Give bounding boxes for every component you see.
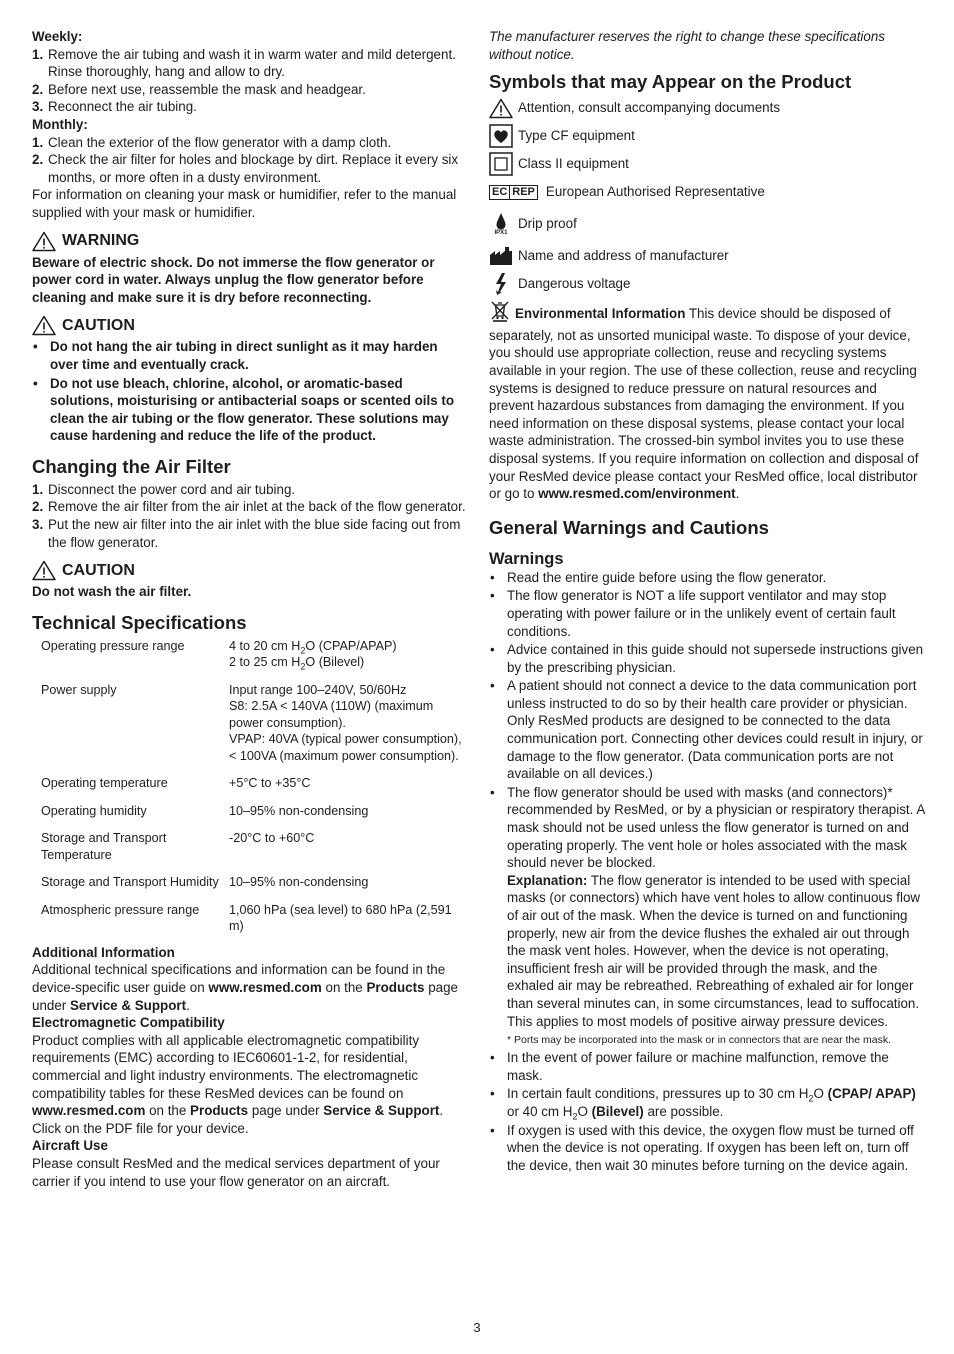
warning-item: If oxygen is used with this device, the oxygen flow must be turned off when the device is not operating. If oxygen has been left on, turn off the device, then wait 30 minutes before turning on the device again.: [507, 1122, 914, 1173]
environment-paragraph: Environmental Information This device should be disposed of separately, not as unsorted municipal waste. To dispose of your device, you should use appropriate collection, reuse and recycling systems available in your region. The use of these collection, reuse and recycling systems is designed to reduce pressure on natural resources and prevent hazardous substances from damaging the environment. If you need information on these disposal systems, please contact your local waste administration. The crossed-bin symbol invites you to use these disposal systems. If you require information on collection and disposal of your ResMed device please contact your ResMed office, local distributor or go to www.resmed.com/environment.: [489, 300, 925, 503]
additional-heading: Additional Information: [32, 944, 175, 960]
caution-heading: [32, 560, 466, 581]
pressure-cpap: 4 to 20 cm $H_2O$ (CPAP/APAP): [229, 638, 397, 656]
weekly-steps: [32, 46, 466, 116]
symbol-label: Attention, consult accompanying documents: [518, 100, 781, 116]
list-item: [32, 375, 466, 445]
step-number: 1.: [32, 481, 44, 497]
warning-item: Read the entire guide before using the flow generator.: [507, 569, 827, 585]
symbol-row: [489, 96, 925, 120]
step-text: Reconnect the air tubing.: [48, 99, 197, 115]
pressure-bilevel: 2 to 25 cm $H_2O$ (Bilevel): [229, 655, 365, 672]
step-number: 1.: [32, 134, 44, 150]
general-heading: General Warnings and Cautions: [489, 516, 769, 538]
step-text: Before next use, reassemble the mask and headgear.: [48, 81, 366, 97]
step-text: Disconnect the power cord and air tubing.: [48, 481, 296, 497]
attention-triangle-icon: [489, 96, 513, 120]
step-number: 3.: [32, 517, 44, 533]
warning-triangle-icon: [32, 231, 56, 252]
emc-text: Product complies with all applicable electromagnetic compatibility requirements (EMC) according to IEC60601-1-2, for residential, commercial and light industry environments. The electromagnetic compatibility tables for these ResMed devices can be found on www.resmed.com on the Products page under Service & Support. Click on the PDF file for your device.: [32, 1032, 444, 1136]
step-number: 1.: [32, 46, 44, 62]
spec-label: Operating pressure range: [41, 638, 185, 653]
table-row: [32, 775, 466, 803]
list-item: [32, 338, 466, 373]
spec-value: 10–95% non-condensing: [229, 803, 369, 818]
symbol-row: [489, 152, 925, 176]
caution-text: Do not wash the air filter.: [32, 584, 192, 600]
cleaning-note: For information on cleaning your mask or humidifier, refer to the manual supplied with your mask or humidifier.: [32, 187, 457, 220]
symbol-label: Drip proof: [518, 216, 577, 232]
symbol-label: Class II equipment: [518, 156, 629, 172]
list-item: [32, 151, 466, 186]
spec-value: Input range 100–240V, 50/60Hz S8: 2.5A < 140VA (110W) (maximum power consumption). VPAP: 40VA (typical power consumption), < 100VA (maximum power consumption).: [229, 682, 462, 763]
drip-proof-icon: IPX1: [489, 209, 513, 239]
spec-value: 1,060 hPa (sea level) to 680 hPa (2,591 m): [229, 902, 452, 934]
symbol-row: [489, 244, 925, 268]
caution-text: Do not hang the air tubing in direct sunlight as it may harden over time and eventually crack.: [50, 339, 438, 372]
specs-table: [32, 638, 466, 946]
right-column: [489, 28, 925, 1175]
table-row: [32, 874, 466, 902]
symbol-label: European Authorised Representative: [545, 184, 765, 200]
manufacturer-factory-icon: [489, 244, 513, 268]
additional-text: Additional technical specifications and information can be found in the device-specific user guide on www.resmed.com on the Products page under Service & Support.: [32, 962, 459, 1013]
list-item: [32, 134, 466, 152]
spec-label: Storage and Transport Humidity: [41, 875, 219, 890]
bullet: •: [33, 339, 38, 355]
page-number: 3: [473, 1320, 481, 1335]
table-row: [32, 638, 466, 682]
class-ii-square-icon: [489, 152, 513, 176]
warning-triangle-icon: [32, 315, 56, 336]
step-number: 2.: [32, 81, 44, 97]
list-item: • Advice contained in this guide should not supersede instructions given by the prescribing physician.: [490, 642, 924, 675]
list-item: [32, 498, 466, 516]
spec-label: Power supply: [41, 682, 117, 697]
spec-label: Operating humidity: [41, 803, 147, 818]
spec-value: -20°C to +60°C: [229, 831, 315, 846]
caution-text: Do not use bleach, chlorine, alcohol, or aromatic-based solutions, moisturising or antibacterial soaps or scented oils to clean the air tubing or the flow generator. These solutions may cause hardening and reduce the life of the product.: [50, 375, 455, 444]
resmed-link[interactable]: www.resmed.com: [32, 1103, 146, 1119]
list-item: • A patient should not connect a device to the data communication port unless instructed to do so by their health care provider or physician. Only ResMed products are designed to be connected to the data communication port. Connecting other devices could result in injury, or damage to the flow generator. (Data communication ports are not available on all devices.): [489, 677, 925, 783]
symbol-row: [489, 208, 925, 240]
warning-heading: [32, 231, 466, 252]
specs-heading: Technical Specifications: [32, 611, 247, 633]
environment-link[interactable]: www.resmed.com/environment: [538, 486, 736, 502]
list-item: [32, 81, 466, 99]
ec-rep-icon: EC REP: [489, 185, 538, 200]
warning-text: Beware of electric shock. Do not immerse the flow generator or power cord in water. Always unplug the flow generator before cleaning and make sure it is dry before reconnecting.: [32, 254, 435, 305]
warnings-heading: Warnings: [489, 549, 564, 568]
list-item: • Read the entire guide before using the flow generator.: [490, 569, 827, 585]
monthly-heading: Monthly:: [32, 116, 88, 132]
aircraft-heading: Aircraft Use: [32, 1138, 108, 1154]
list-item: • In certain fault conditions, pressures up to 30 cm $H_2O$ (CPAP/ APAP) or 40 cm $H_2O$ (Bilevel) are possible.: [489, 1085, 925, 1120]
list-item: • If oxygen is used with this device, the oxygen flow must be turned off when the device is not operating. If oxygen has been left on, turn off the device, then wait 30 minutes before turning on the device again.: [489, 1122, 925, 1175]
list-item: • In the event of power failure or machine malfunction, remove the mask.: [489, 1049, 925, 1084]
type-cf-heart-icon: [489, 124, 513, 148]
monthly-steps: [32, 134, 466, 187]
emc-heading: Electromagnetic Compatibility: [32, 1015, 225, 1031]
spec-value: +5°C to +35°C: [229, 776, 311, 791]
warning-item: Advice contained in this guide should not supersede instructions given by the prescribing physician.: [507, 642, 924, 675]
spec-value: 10–95% non-condensing: [229, 875, 369, 890]
step-number: 3.: [32, 99, 44, 115]
filter-heading: Changing the Air Filter: [32, 455, 231, 477]
spec-label: Operating temperature: [41, 776, 168, 791]
spec-value: [229, 638, 466, 682]
symbol-row: [489, 272, 925, 296]
filter-steps: [32, 481, 466, 551]
step-text: Remove the air tubing and wash it in warm water and mild detergent. Rinse thoroughly, hang and allow to dry.: [48, 46, 456, 80]
list-item: • The flow generator should be used with masks (and connectors)* recommended by ResMed, or by a physician or respiratory therapist. A mask should not be used unless the flow generator is turned on and operating properly. The vent hole or holes associated with the mask should never be blocked. Explanation: The flow generator is intended to be used with special masks (or connectors) which have vent holes to allow continuous flow of air out of the mask. When the device is turned on and functioning properly, new air from the device flushes the exhaled air out through the mask vent holes. However, when the device is not operating, insufficient fresh air will be provided through the mask, and the exhaled air may be rebreathed. Rebreathing of exhaled air for longer than several minutes can, in some circumstances, lead to suffocation. This applies to most models of positive airway pressure devices. * Ports may be incorporated into the mask or in connectors that are near the mask.: [490, 784, 925, 1047]
caution-list: [32, 338, 466, 445]
warning-triangle-icon: [32, 560, 56, 581]
caution-title: CAUTION: [62, 317, 135, 335]
step-number: 2.: [32, 499, 44, 515]
left-column: [32, 28, 466, 1190]
symbols-heading: Symbols that may Appear on the Product: [489, 71, 852, 93]
spec-label: Atmospheric pressure range: [41, 902, 200, 917]
list-item: [32, 481, 466, 499]
environment-title: Environmental Information: [515, 306, 686, 322]
warning-item: A patient should not connect a device to the data communication port unless instructed to do so by their health care provider or physician. Only ResMed products are designed to be connected to the data communication port. Connecting other devices could result in injury, or damage to the flow generator. (Data communication ports are not available on all devices.): [507, 678, 923, 782]
crossed-bin-icon: [489, 300, 511, 327]
symbol-label: Name and address of manufacturer: [518, 248, 729, 264]
table-row: [32, 682, 466, 776]
warnings-list: [489, 569, 925, 1175]
weekly-heading: Weekly:: [32, 29, 83, 44]
symbol-row: [489, 180, 925, 204]
bullet: •: [33, 375, 38, 391]
step-number: 2.: [32, 152, 44, 168]
list-item: • The flow generator is NOT a life support ventilator and may stop operating with power failure or in the unlikely event of certain fault conditions.: [489, 587, 925, 640]
footnote: * Ports may be incorporated into the mask or in connectors that are near the mask.: [507, 1034, 892, 1047]
table-row: [32, 830, 466, 874]
step-text: Clean the exterior of the flow generator with a damp cloth.: [48, 134, 392, 150]
dangerous-voltage-icon: [489, 272, 513, 296]
resmed-link[interactable]: www.resmed.com: [208, 980, 322, 996]
warning-item: The flow generator should be used with masks (and connectors)* recommended by ResMed, or by a physician or respiratory therapist. A mask should not be used unless the flow generator is turned on and operating properly. The vent hole or holes associated with the mask should never be blocked. Explanation: The flow generator is intended to be used with special masks (or connectors) which have vent holes to allow continuous flow of air out of the mask. When the device is turned on and functioning properly, new air from the device flushes the exhaled air out through the mask vent holes. However, when the device is not operating, insufficient fresh air will be provided through the mask, and the exhaled air may be rebreathed. Rebreathing of exhaled air for longer than several minutes can, in some circumstances, lead to suffocation. This applies to most models of positive airway pressure devices. * Ports may be incorporated into the mask or in connectors that are near the mask.: [507, 784, 925, 1047]
step-text: Remove the air filter from the air inlet at the back of the flow generator.: [48, 499, 466, 515]
caution-heading: [32, 315, 466, 336]
symbol-row: [489, 124, 925, 148]
caution-title: CAUTION: [62, 561, 135, 579]
warning-item: The flow generator is NOT a life support ventilator and may stop operating with power failure or in the unlikely event of certain fault conditions.: [507, 588, 896, 639]
step-text: Put the new air filter into the air inlet with the blue side facing out from the flow generator.: [48, 517, 461, 550]
list-item: [32, 46, 466, 81]
warning-item: In certain fault conditions, pressures up to 30 cm $H_2O$ (CPAP/ APAP) or 40 cm $H_2O$ (Bilevel) are possible.: [507, 1086, 916, 1122]
symbol-label: Dangerous voltage: [518, 276, 631, 292]
aircraft-text: Please consult ResMed and the medical services department of your carrier if you intend to use your flow generator on an aircraft.: [32, 1155, 440, 1189]
warning-title: WARNING: [62, 232, 140, 250]
list-item: [32, 98, 466, 116]
table-row: [32, 803, 466, 831]
step-text: Check the air filter for holes and blockage by dirt. Replace it every six months, or more often in a dusty environment.: [48, 152, 459, 185]
list-item: [32, 516, 466, 551]
symbol-label: Type CF equipment: [518, 128, 635, 144]
disclaimer: The manufacturer reserves the right to change these specifications without notice.: [489, 29, 885, 62]
spec-label: Storage and Transport Temperature: [41, 831, 167, 862]
table-row: [32, 902, 466, 946]
warning-item: In the event of power failure or machine malfunction, remove the mask.: [507, 1050, 889, 1083]
